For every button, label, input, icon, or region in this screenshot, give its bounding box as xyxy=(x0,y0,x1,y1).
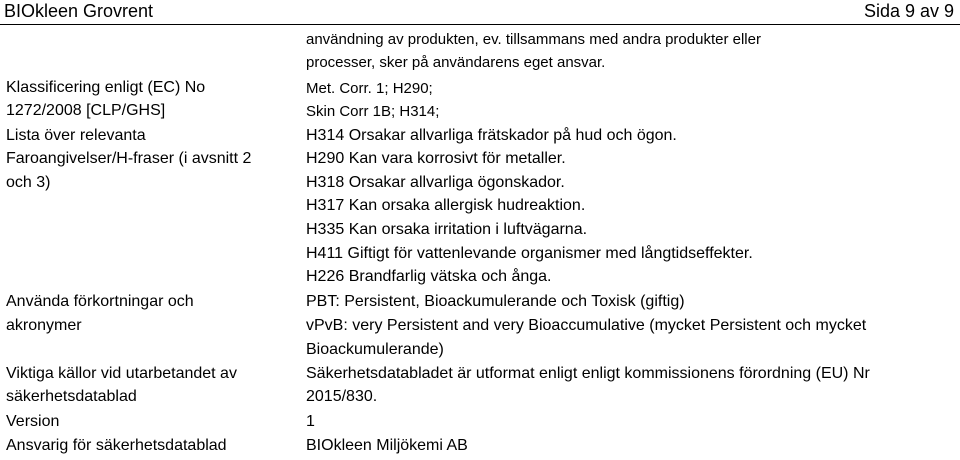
abbreviations-label-line-1: Använda förkortningar och xyxy=(6,293,194,310)
page-number: Sida 9 av 9 xyxy=(863,1,954,21)
classification-value-line-1: Met. Corr. 1; H290; xyxy=(306,80,433,97)
sources-value-line-2: 2015/830. xyxy=(306,388,378,405)
version-label: Version xyxy=(6,413,60,430)
responsible-value: BIOkleen Miljökemi AB xyxy=(306,437,468,454)
sources-value-line-1: Säkerhetsdatabladet är utformat enligt enligt kommissionens förordning (EU) Nr xyxy=(306,365,870,382)
classification-value-line-2: Skin Corr 1B; H314; xyxy=(306,103,440,120)
classification-label-line-2: 1272/2008 [CLP/GHS] xyxy=(6,102,166,119)
h-phrase-h411: H411 Giftigt för vattenlevande organismer med långtidseffekter. xyxy=(306,245,753,262)
abbreviation-pbt: PBT: Persistent, Bioackumulerande och Toxisk (giftig) xyxy=(306,293,685,310)
usage-note-line-1: användning av produkten, ev. tillsammans med andra produkter eller xyxy=(306,31,761,48)
usage-note-line-2: processer, sker på användarens eget ansvar. xyxy=(306,54,606,71)
h-phrases-label-line-1: Lista över relevanta xyxy=(6,127,146,144)
h-phrase-h317: H317 Kan orsaka allergisk hudreaktion. xyxy=(306,197,586,214)
abbreviation-vpvb: vPvB: very Persistent and very Bioaccumulative (mycket Persistent och mycket xyxy=(306,317,867,334)
h-phrases-label-line-3: och 3) xyxy=(6,174,51,191)
abbreviation-vpvb-cont: Bioackumulerande) xyxy=(306,341,444,358)
h-phrase-h335: H335 Kan orsaka irritation i luftvägarna. xyxy=(306,221,588,238)
abbreviations-label-line-2: akronymer xyxy=(6,317,82,334)
h-phrase-h226: H226 Brandfarlig vätska och ånga. xyxy=(306,268,552,285)
h-phrase-h290: H290 Kan vara korrosivt för metaller. xyxy=(306,150,566,167)
h-phrase-h314: H314 Orsakar allvarliga frätskador på hud och ögon. xyxy=(306,127,677,144)
document-title: BIOkleen Grovrent xyxy=(4,1,154,21)
responsible-label: Ansvarig för säkerhetsdatablad xyxy=(6,437,227,454)
version-value: 1 xyxy=(306,413,315,430)
page-header xyxy=(0,0,960,25)
classification-label-line-1: Klassificering enligt (EC) No xyxy=(6,79,206,96)
h-phrase-h318: H318 Orsakar allvarliga ögonskador. xyxy=(306,174,565,191)
sources-label-line-2: säkerhetsdatablad xyxy=(6,388,137,405)
sources-label-line-1: Viktiga källor vid utarbetandet av xyxy=(6,365,237,382)
h-phrases-label-line-2: Faroangivelser/H-fraser (i avsnitt 2 xyxy=(6,150,252,167)
